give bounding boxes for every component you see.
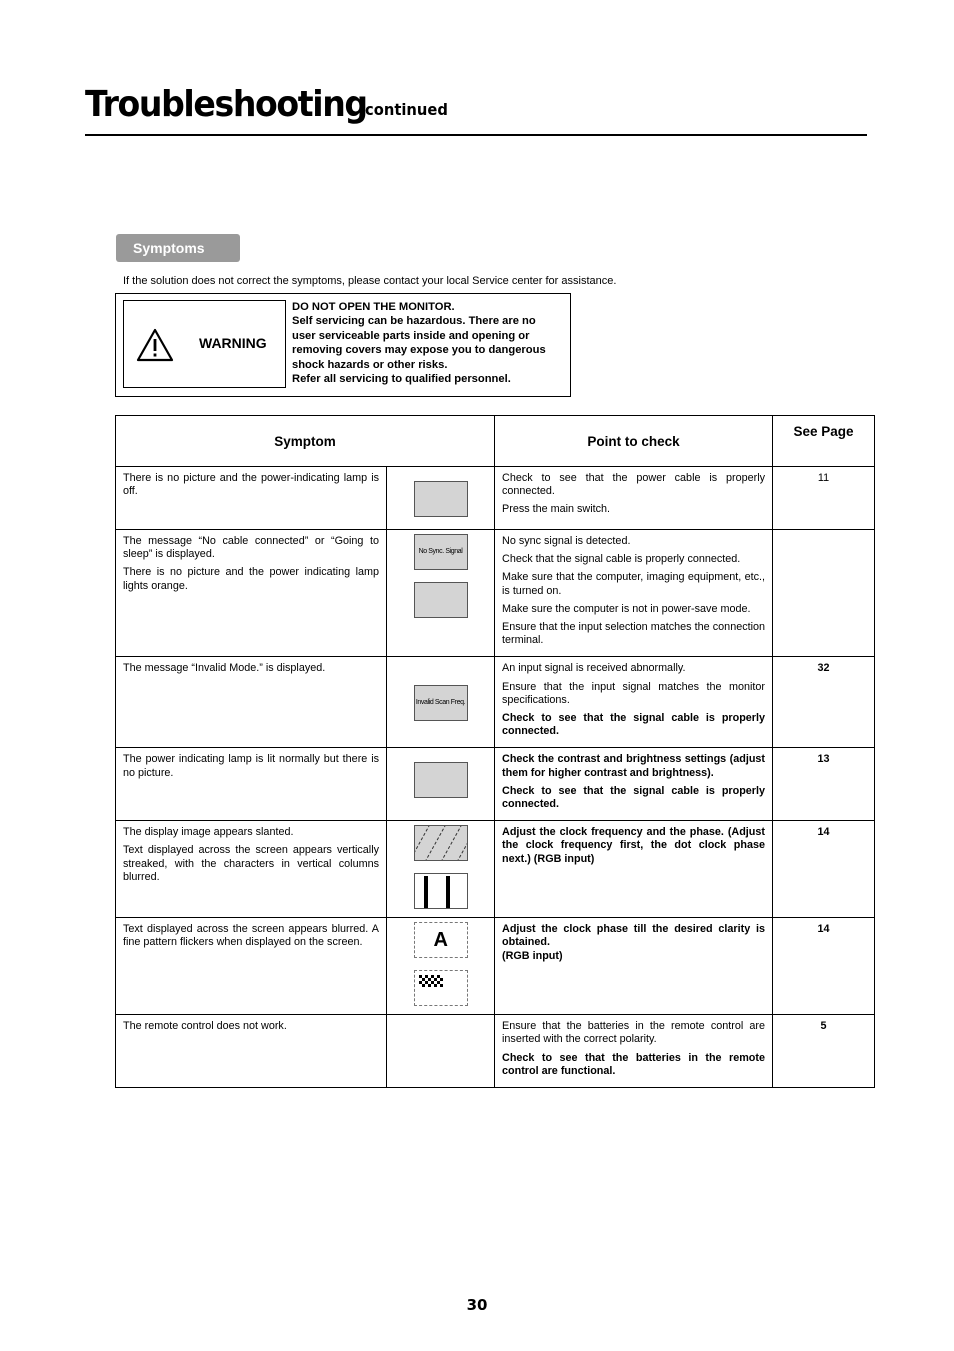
intro-text: If the solution does not correct the symptoms, please contact your local Service center for assistance. <box>123 275 617 287</box>
see-page-number <box>773 530 874 535</box>
check-item: Press the main switch. <box>502 503 611 516</box>
point-to-check-cell <box>495 657 773 748</box>
warning-box <box>115 293 571 397</box>
point-to-check-cell <box>495 467 773 530</box>
see-page-cell <box>773 530 875 657</box>
table-row <box>116 1015 875 1088</box>
symptom-text: Text displayed across the screen appears vertically streaked, with the characters in vertical columns blurred. <box>123 844 379 883</box>
header-see-page: See Page <box>773 416 875 467</box>
table-row <box>116 918 875 1015</box>
see-page-number: 14 <box>817 923 830 936</box>
warning-line: Refer all servicing to qualified personnel. <box>292 373 511 386</box>
point-to-check-cell <box>495 1015 773 1088</box>
point-to-check-cell <box>495 530 773 657</box>
symptom-text: Text displayed across the screen appears blurred. A fine pattern flickers when displayed on the screen. <box>123 923 379 949</box>
screen-illustration-cell <box>387 467 495 530</box>
check-item: Check to see that the signal cable is properly connected. <box>502 784 766 811</box>
warning-line: DO NOT OPEN THE MONITOR. <box>292 301 455 313</box>
warning-line: Self servicing can be hazardous. There are no user serviceable parts inside and opening or removing covers may expose you to dangerous shock hazards or other risks. <box>292 315 546 371</box>
symptom-cell <box>116 821 387 918</box>
table-row <box>116 657 875 748</box>
check-item: Ensure that the batteries in the remote control are inserted with the correct polarity. <box>502 1020 766 1046</box>
table-row <box>116 467 875 530</box>
header-symptom: Symptom <box>116 416 495 467</box>
screen-illustration-cell <box>387 1015 495 1088</box>
symptom-text: The remote control does not work. <box>123 1020 287 1033</box>
point-to-check-cell <box>495 748 773 821</box>
screen-illustration-cell <box>387 821 495 918</box>
point-to-check-cell <box>495 821 773 918</box>
see-page-number: 14 <box>817 826 830 839</box>
check-item: Ensure that the input signal matches the monitor specifications. <box>502 680 766 706</box>
check-item: Make sure that the computer, imaging equipment, etc., is turned on. <box>502 571 766 597</box>
see-page-number: 5 <box>820 1020 827 1033</box>
screen-illustration <box>414 481 468 517</box>
see-page-number: 32 <box>817 662 830 675</box>
symptom-cell <box>116 657 387 748</box>
see-page-cell <box>773 918 875 1015</box>
see-page-cell <box>773 657 875 748</box>
troubleshooting-table <box>115 415 875 1088</box>
check-item: Check to see that the batteries in the remote control are functional. <box>502 1051 766 1077</box>
screen-illustration-cell <box>387 918 495 1015</box>
screen-illustration <box>414 873 468 909</box>
symptom-cell <box>116 530 387 657</box>
screen-illustration <box>414 922 468 958</box>
page-subtitle: continued <box>365 100 448 119</box>
check-item: Check to see that the signal cable is properly connected. <box>502 712 766 738</box>
header-point-to-check: Point to check <box>495 416 773 467</box>
warning-triangle-icon <box>136 328 174 362</box>
screen-illustration <box>414 762 468 798</box>
symptom-cell <box>116 1015 387 1088</box>
page-number: 30 <box>466 1296 488 1314</box>
screen-illustration <box>414 825 468 861</box>
see-page-number: 13 <box>817 753 830 766</box>
page-header <box>85 78 867 136</box>
screen-illustration <box>414 582 468 618</box>
check-item: Check to see that the power cable is properly connected. <box>502 472 766 498</box>
table-row <box>116 748 875 821</box>
check-item: Ensure that the input selection matches the connection terminal. <box>502 621 766 647</box>
section-tab-symptoms: Symptoms <box>116 234 240 262</box>
symptom-text: There is no picture and the power-indicating lamp is off. <box>123 472 379 498</box>
check-item: Make sure the computer is not in power-save mode. <box>502 602 751 615</box>
see-page-number: 11 <box>817 472 830 484</box>
see-page-cell <box>773 748 875 821</box>
screen-illustration-cell <box>387 530 495 657</box>
check-item: An input signal is received abnormally. <box>502 662 686 675</box>
point-to-check-cell <box>495 918 773 1015</box>
table-body <box>116 467 875 1088</box>
see-page-cell <box>773 467 875 530</box>
check-item: Check that the signal cable is properly connected. <box>502 553 741 566</box>
page-title: Troubleshooting <box>85 84 367 125</box>
check-item: Check the contrast and brightness settings (adjust them for higher contrast and brightness). <box>502 753 766 779</box>
see-page-cell <box>773 821 875 918</box>
warning-text <box>292 300 562 386</box>
screen-illustration-cell <box>387 657 495 748</box>
table-row <box>116 821 875 918</box>
check-item: Adjust the clock frequency and the phase. (Adjust the clock frequency first, the dot clock phase next.) (RGB input) <box>502 826 766 865</box>
symptom-cell <box>116 918 387 1015</box>
screen-message: No Sync. Signal <box>418 548 463 555</box>
screen-message: Invalid Scan Freq. <box>415 699 466 707</box>
symptom-text: The power indicating lamp is lit normally but there is no picture. <box>123 753 379 779</box>
check-item: No sync signal is detected. <box>502 535 631 547</box>
screen-illustration <box>414 534 468 570</box>
warning-label: WARNING <box>199 335 267 351</box>
symptom-text: The message “Invalid Mode.” is displayed. <box>123 662 326 675</box>
symptom-cell <box>116 467 387 530</box>
symptom-text: The display image appears slanted. <box>123 826 294 839</box>
screen-illustration <box>414 970 468 1006</box>
screen-illustration <box>414 685 468 721</box>
symptom-text: The message “No cable connected” or “Going to sleep” is displayed. <box>123 535 379 561</box>
check-item: Adjust the clock phase till the desired clarity is obtained. (RGB input) <box>502 923 766 962</box>
screen-illustration-cell <box>387 748 495 821</box>
table-row <box>116 530 875 657</box>
table-header-row <box>116 416 875 467</box>
screen-letter: A <box>433 929 448 952</box>
symptom-cell <box>116 748 387 821</box>
symptom-text: There is no picture and the power indicating lamp lights orange. <box>123 566 379 592</box>
warning-label-box <box>123 300 286 388</box>
see-page-cell <box>773 1015 875 1088</box>
